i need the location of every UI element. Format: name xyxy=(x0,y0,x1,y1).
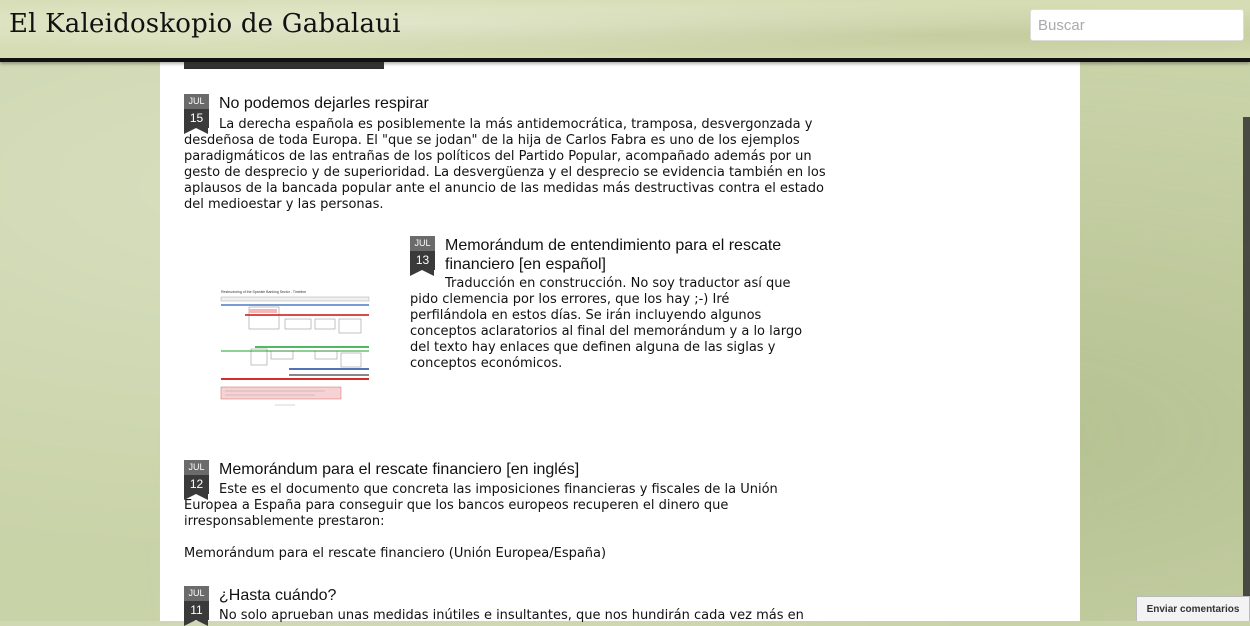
post-body-text: No solo aprueban unas medidas inútiles e insultantes, que nos hundirán cada vez más en xyxy=(219,608,804,623)
post-title[interactable]: Memorándum de entendimiento para el rescate financiero [en español] xyxy=(445,237,782,273)
date-month: JUL xyxy=(184,586,209,601)
thumbnail-title: Restructuring of the Spanish Banking Sector - Timeline xyxy=(221,290,307,294)
date-month: JUL xyxy=(184,94,209,109)
blog-header xyxy=(0,0,1250,62)
date-day: 11 xyxy=(184,601,209,620)
date-month: JUL xyxy=(410,236,435,251)
post-body xyxy=(184,482,814,530)
post-body xyxy=(184,117,834,213)
side-panel-handle[interactable] xyxy=(1243,117,1250,597)
post-title[interactable]: Memorándum para el rescate financiero [en inglés] xyxy=(219,461,580,478)
date-day: 12 xyxy=(184,475,209,494)
date-day: 13 xyxy=(410,251,435,270)
timeline-chart-thumbnail xyxy=(215,285,373,409)
send-feedback-button[interactable]: Enviar comentarios xyxy=(1136,596,1250,621)
post-body xyxy=(410,276,810,372)
blog-title[interactable]: El Kaleidoskopio de Gabalaui xyxy=(9,9,401,39)
date-badge xyxy=(410,236,435,270)
post-link-text[interactable]: Memorándum para el rescate financiero (Unión Europea/España) xyxy=(184,546,607,561)
post-title[interactable]: ¿Hasta cuándo? xyxy=(219,587,337,604)
post-title[interactable]: No podemos dejarles respirar xyxy=(219,95,429,112)
post-body-text: La derecha española es posiblemente la más antidemocrática, tramposa, desvergonzada y desdeñosa de toda Europa. El "que se jodan" de la hija de Carlos Fabra es uno de los ejemplos paradigmáticos de las entrañas de los políticos del Partido Popular, acompañado además por un gesto de desprecio y de superioridad. La desvergüenza y el desprecio se evidencia también en los aplausos de la bancada popular ante el anuncio de las medidas más destructivas contra el estado del medioestar y las personas. xyxy=(184,117,826,212)
date-month: JUL xyxy=(184,460,209,475)
search-input[interactable] xyxy=(1030,9,1244,41)
post-thumbnail[interactable] xyxy=(215,285,373,409)
post-body-text: Traducción en construcción. No soy traductor así que pido clemencia por los errores, que los hay ;-) Iré perfilándola en estos días. Se irán incluyendo algunos conceptos aclaratorios al final del memorándum y a lo largo del texto hay enlaces que definen alguna de las siglas y conceptos económicos. xyxy=(410,276,803,371)
date-day: 15 xyxy=(184,109,209,128)
post-body-text: Este es el documento que concreta las imposiciones financieras y fiscales de la Unión Europea a España para conseguir que los bancos europeos recuperen el dinero que irresponsablemente prestaron: xyxy=(184,482,778,529)
post-body xyxy=(184,608,834,624)
